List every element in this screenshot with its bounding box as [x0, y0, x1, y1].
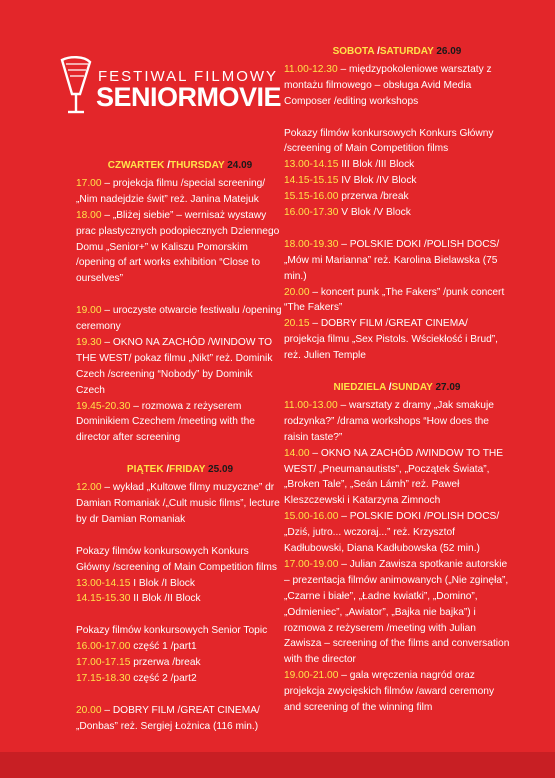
event-item: 19.00 – uroczyste otwarcie festiwalu /opening ceremony [76, 305, 282, 333]
event-item: 19.30 – OKNO NA ZACHÓD /WINDOW TO THE WEST/ pokaz filmu „Nikt” reż. Dominik Czech /screening “Nobody” by Dominik Czech [76, 336, 273, 396]
event-item: 18.00 – „Bliżej siebie” – wernisaż wystawy prac plastycznych podopiecznych Dziennego Domu „Senior+” w Kaliszu Pomorskim /opening of art works exhibition “Close to ourselves” [76, 209, 280, 285]
event-item: 20.00 – koncert punk „The Fakers” /punk concert “The Fakers” [284, 286, 505, 314]
event-item: 12.00 – wykład „Kultowe filmy muzyczne” dr Damian Romaniak /„Cult music films”, lecture by dr Damian Romaniak [76, 482, 280, 525]
event-item: 16.00-17.30 V Blok /V Block [284, 207, 411, 219]
logo-subtitle: FESTIWAL FILMOWY [98, 68, 279, 85]
logo-title [96, 82, 281, 113]
event-item: 17.00-19.00 – Julian Zawisza spotkanie autorskie – prezentacja filmów animowanych („Nie zginęła”, „Czarne i białe”, „Ładne kwiatki”, „Domino”, „Odmieniec”, „Awiator”, „Bajka nie bajka”) i rozmowa z reżyserem /meeting with Julian Zawisza – screening of the films and conversation with the director [284, 558, 510, 666]
event-item: 17.00 – projekcja filmu /special screening/ „Nim nadejdzie świt” reż. Janina Matejuk [76, 177, 266, 205]
logo-senior: SENIOR [96, 82, 197, 112]
event-item: 20.00 – DOBRY FILM /GREAT CINEMA/ „Donbas” reż. Sergiej Łożnica (116 min.) [76, 704, 260, 732]
left-column [76, 158, 284, 735]
event-item: 13.00-14.15 I Blok /I Block [76, 577, 195, 589]
event-item: 14.15-15.30 II Blok /II Block [76, 593, 201, 605]
day-heading-friday: PIĄTEK /FRIDAY 25.09 [126, 464, 234, 476]
section-label: Pokazy filmów konkursowych Konkurs Główny /screening of Main Competition films [284, 127, 494, 155]
event-item: 16.00-17.00 część 1 /part1 [76, 641, 197, 653]
day-heading-saturday: SOBOTA /SATURDAY 26.09 [332, 46, 462, 57]
event-item: 11.00-12.30 – międzypokoleniowe warsztaty z montażu filmowego – obsługa Avid Media Composer /editing workshops [284, 63, 492, 107]
event-item: 19.00-21.00 – gala wręczenia nagród oraz projekcja zwycięskich filmów /award ceremony and screening of the winning film [284, 670, 495, 714]
event-item: 18.00-19.30 – POLSKIE DOKI /POLISH DOCS/ „Mów mi Marianna” reż. Karolina Bielawska (75 min.) [284, 238, 500, 282]
event-item: 15.00-16.00 – POLSKIE DOKI /POLISH DOCS/ „Dziś, jutro... wczoraj...” reż. Krzysztof Kadłubowski, Diana Kadłubowska (52 min.) [284, 511, 500, 555]
event-item: 14.15-15.15 IV Blok /IV Block [284, 175, 417, 187]
event-item: 13.00-14.15 III Blok /III Block [284, 159, 415, 171]
event-item: 20.15 – DOBRY FILM /GREAT CINEMA/ projekcja filmu „Sex Pistols. Wściekłość i Brud”, reż. Julien Temple [284, 318, 498, 362]
event-item: 14.00 – OKNO NA ZACHÓD /WINDOW TO THE WEST/ „Pneumanautists”, „Początek Świata”, „Broken Tale”, „Seán Lámh” reż. Paweł Kleszczewski i Katarzyna Zimnoch [284, 447, 504, 507]
section-label: Pokazy filmów konkursowych Senior Topic [76, 625, 268, 637]
event-item: 15.15-16.00 przerwa /break [284, 191, 409, 203]
day-heading-thursday: CZWARTEK /THURSDAY 24.09 [107, 160, 253, 171]
bottom-strip [0, 752, 555, 778]
festival-logo [58, 54, 282, 116]
logo-movie: MOVIE [196, 82, 282, 112]
event-item: 17.15-18.30 część 2 /part2 [76, 672, 197, 684]
event-item: 17.00-17.15 przerwa /break [76, 657, 201, 669]
day-heading-sunday: NIEDZIELA /SUNDAY 27.09 [333, 381, 461, 393]
right-column [284, 44, 510, 716]
event-item: 11.00-13.00 – warsztaty z dramy „Jak smakuje rodzynka?” /drama workshops “How does the raisin taste?” [284, 399, 494, 443]
section-label: Pokazy filmów konkursowych Konkurs Główny /screening of Main Competition films [76, 545, 277, 573]
event-item: 19.45-20.30 – rozmowa z reżyserem Dominikiem Czechem /meeting with the director after screening [76, 400, 255, 444]
film-reel-logo-icon [58, 54, 94, 116]
